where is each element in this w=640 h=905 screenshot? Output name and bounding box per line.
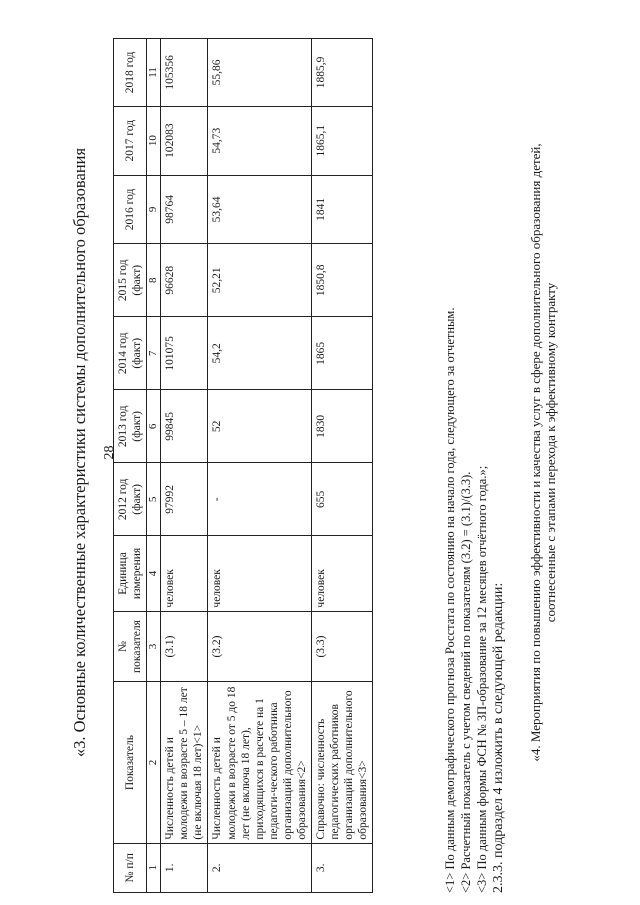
indicator-name: Численность детей и молодежи в возрасте 5 – 18 лет (не включая 18 лет)<1> [161,682,208,843]
indicator-name: Справочно: численность педагогических работников организаций дополнительного образования<3> [311,682,372,843]
value-2018: 55,86 [208,39,311,107]
section-title: «3. Основные количественные характеристики системы дополнительного образования [70,147,89,758]
value-2018: 105356 [161,39,208,107]
table-header-row [114,39,147,893]
page-number: 28 [102,445,117,460]
table-row [311,39,372,893]
value-2017: 1865,1 [311,106,372,175]
value-2015: 96628 [161,244,208,317]
column-number: 11 [147,39,161,107]
column-number: 2 [147,682,161,843]
header-indicator: Показатель [114,682,147,843]
value-2014: 54,2 [208,317,311,390]
column-number: 8 [147,244,161,317]
header-2015: 2015 год (факт) [114,244,147,317]
footnote: <2> Расчетный показатель с учетом сведений по показателям (3.2) = (3.1)/(3.3). [459,471,473,893]
column-number: 1 [147,843,161,892]
value-2015: 52,21 [208,244,311,317]
value-2013: 99845 [161,390,208,463]
row-number: 1. [161,843,208,892]
header-unit: Единица измерения [114,536,147,611]
unit-cell: человек [161,536,208,611]
value-2014: 101075 [161,317,208,390]
column-number: 4 [147,536,161,611]
column-number: 7 [147,317,161,390]
header-2016: 2016 год [114,175,147,244]
indicator-code: (3.3) [311,611,372,682]
table-row [208,39,311,893]
measures-heading [528,0,558,905]
indicator-code: (3.1) [161,611,208,682]
indicator-name: Численность детей и молодежи в возрасте от 5 до 18 лет (не включа 18 лет), приходящихся в расчете на 1 педагоги-ческого работника организаций дополнительного образования<2> [208,682,311,843]
value-2012: - [208,463,311,536]
value-2016: 1841 [311,175,372,244]
column-number: 6 [147,390,161,463]
edit-instruction: 2.3.3. подраздел 4 изложить в следующей редакции: [491,582,506,893]
column-number-row [147,39,161,893]
value-2018: 1885,9 [311,39,372,107]
header-2012: 2012 год (факт) [114,463,147,536]
column-number: 9 [147,175,161,244]
value-2013: 1830 [311,390,372,463]
unit-cell: человек [208,536,311,611]
footnote: <1> По данным демографического прогноза Росстата по состоянию на начало года, следующего за отчетным. [443,307,457,893]
header-2018: 2018 год [114,39,147,107]
value-2016: 98764 [161,175,208,244]
column-number: 5 [147,463,161,536]
measures-heading-line: соотнесенные с этапами перехода к эффективному контракту [543,282,558,623]
value-2017: 54,73 [208,106,311,175]
table-row [161,39,208,893]
header-2013: 2013 год (факт) [114,390,147,463]
value-2013: 52 [208,390,311,463]
header-num: № п/п [114,843,147,892]
measures-heading-line: «4. Мероприятия по повышению эффективности и качества услуг в сфере дополнительного образования детей, [528,143,543,762]
value-2014: 1865 [311,317,372,390]
value-2012: 97992 [161,463,208,536]
value-2017: 102083 [161,106,208,175]
footnote: <3> По данным формы ФСН № 3П-образование за 12 месяцев отчётного года.»; [475,465,489,893]
characteristics-table [113,38,373,893]
row-number: 2. [208,843,311,892]
indicator-code: (3.2) [208,611,311,682]
unit-cell: человек [311,536,372,611]
header-2017: 2017 год [114,106,147,175]
footnotes [442,33,507,893]
value-2016: 53,64 [208,175,311,244]
column-number: 10 [147,106,161,175]
header-code: № показателя [114,611,147,682]
row-number: 3. [311,843,372,892]
header-2014: 2014 год (факт) [114,317,147,390]
column-number: 3 [147,611,161,682]
value-2012: 655 [311,463,372,536]
value-2015: 1850,8 [311,244,372,317]
